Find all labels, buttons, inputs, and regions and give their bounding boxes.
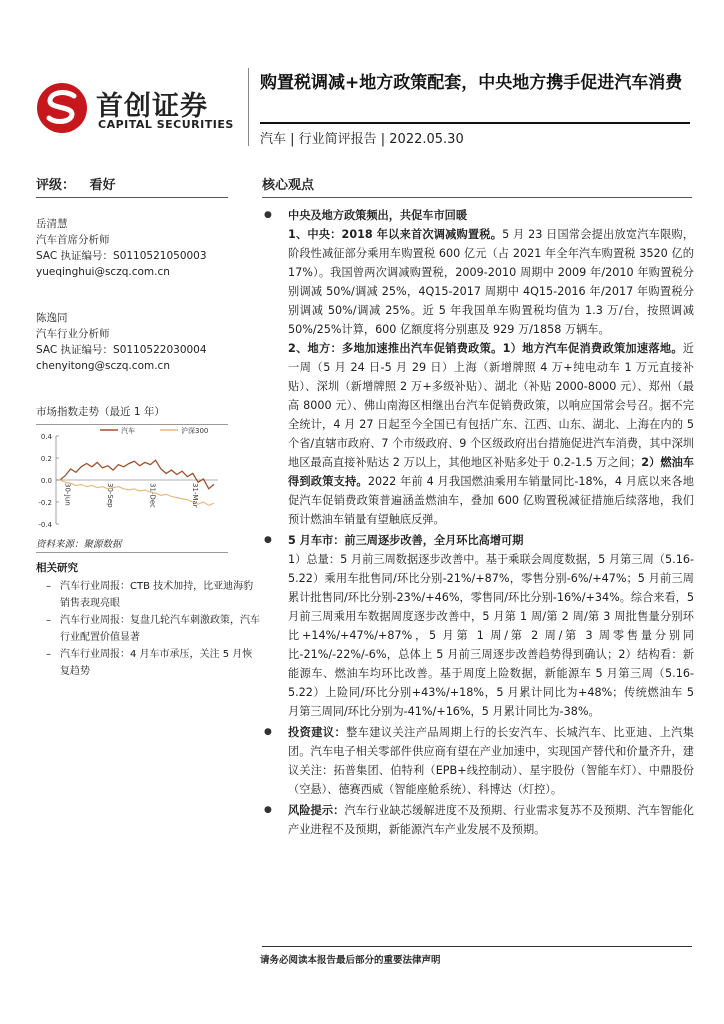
section-rule [262, 197, 692, 198]
para-label: 1、中央：2018 年以来首次调减购置税。 [288, 228, 503, 241]
page-title: 购置税调减+地方政策配套，中央地方携手促进汽车消费 [260, 73, 683, 93]
section-title: 核心观点 [262, 178, 315, 193]
analyst-email[interactable]: chenyitong@sczq.com.cn [36, 360, 170, 372]
rating-value: 看好 [89, 178, 116, 193]
para-text: 1）总量：5 月前三周数据逐步改善中。基于乘联会周度数据，5 月第三周（5.16-5.22）乘用车批售同/环比分别-21%/+87%，零售分别-6%/+47%；5 月前三周累计批售同/环比分别-23%/+46%，零售同/环比分别-16%/+34%。综合来看，5 月前三周乘用车数据周度逐步改善中，5 月第 1 周/第 2 周/第 3 周批售量分别环比+14%/+47%/+87%，5 月第 1 周/第 2 周/第 3 周零售量分别同比-21%/-22%/-6%，总体上 5 月前三周逐步改善趋势得到确认；2）结构看：新能源车、燃油车均环比改善。基于周度上险数据，新能源车 5 月第三周（5.16-5.22）上险同/环比分别+43%/+18%，5 月累计同比为+48%；传统燃油车 5 月第三周同/环比分别为-41%/+16%，5 月累计同比为-38%。 [288, 553, 694, 718]
x-tick-label: 30-Sep [105, 483, 114, 508]
rating [36, 174, 116, 193]
para-text: 2022 年前 4 月我国燃油乘用车销量同比-18%，4 月底以来各地促汽车促销费政策普遍涵盖燃油车，叠加 600 亿购置税减征措施后续落地，我们预计燃油车销量有望触底反弹。 [288, 475, 694, 526]
legend-label: 汽车 [121, 427, 135, 435]
analyst-role: 汽车首席分析师 [36, 234, 110, 246]
rating-label: 评级： [36, 178, 76, 193]
y-tick-label: 0.0 [40, 477, 52, 485]
analyst-name: 岳清慧 [36, 218, 68, 230]
para-label: 2、地方：多地加速推出汽车促销费政策。1）地方汽车促消费政策加速落地。 [288, 342, 683, 355]
analyst-name: 陈逸同 [36, 312, 68, 324]
analyst-cert: SAC 执证编号：S0110522030004 [36, 344, 207, 356]
y-tick-label: -0.2 [38, 499, 52, 507]
rating-rule [36, 197, 228, 198]
para-text: 5 月 23 日国常会提出放宽汽车限购，阶段性减征部分乘用车购置税 600 亿元（占 2021 年全年汽车购置税 3520 亿的 17%）。我国曾两次调减购置税，2009-2010 周期中 2009 年/2010 年购置税分别调减 50%/调减 25%，4Q15-2017 周期中 4Q15-2016 年/2017 年购置税分别调减 50%/调减 25%。近 5 年我国单车购置税均值为 1.3 万/台，按照调减 50%/25%计算，600 亿额度将分别惠及 929 万/1858 万辆车。 [288, 228, 694, 336]
capital-securities-logo-icon [36, 82, 88, 134]
chart-source: 资料来源：聚源数据 [36, 539, 122, 550]
analyst-email[interactable]: yueqinghui@sczq.com.cn [36, 266, 170, 278]
analyst-1 [36, 216, 207, 280]
footer-rule [262, 946, 692, 947]
x-tick-label: 31-Dec [148, 483, 157, 508]
para-label: 2）燃油车得到政策支持。 [288, 456, 694, 488]
core-views [264, 206, 694, 839]
header-divider [248, 68, 249, 146]
bullet-policy [264, 206, 694, 529]
related-list [46, 578, 260, 680]
para-text: 整车建议关注产品周期上行的长安汽车、长城汽车、比亚迪、上汽集团。汽车电子相关零部件供应商有望在产业加速中，实现国产替代和价量齐升，建议关注：拓普集团、伯特利（EPB+线控制动）、星宇股份（智能车灯）、中鼎股份（空悬）、德赛西威（智能座舱系统）、科博达（灯控）。 [288, 726, 694, 796]
x-tick-label: 30-Jun [63, 483, 72, 506]
legend-label: 沪深300 [181, 427, 209, 435]
para-label: 投资建议： [288, 726, 347, 739]
bullet-investment [264, 723, 694, 799]
analyst-2 [36, 310, 207, 374]
logo-text-en: CAPITAL SECURITIES [98, 118, 234, 131]
chart-title: 市场指数走势（最近 1 年） [36, 406, 165, 418]
para-label: 风险提示： [288, 804, 345, 817]
logo-text-cn: 首创证券 [96, 91, 208, 122]
para-text: 汽车行业缺芯缓解进度不及预期、行业需求复苏不及预期、汽车智能化产业进程不及预期，新能源汽车产业发展不及预期。 [288, 804, 694, 836]
title-rule [260, 122, 690, 124]
related-item[interactable]: – 汽车行业周报：CTB 技术加持，比亚迪海豹销售表现亮眼 [46, 578, 260, 612]
report-subtitle: 汽车 | 行业简评报告 | 2022.05.30 [260, 132, 464, 147]
para-text: 近一周（5 月 24 日-5 月 29 日）上海（新增牌照 4 万+纯电动车 1 万元直接补贴）、深圳（新增牌照 2 万+多级补贴）、湖北（补贴 2000-8000 元）、郑州（最高 8000 元）、佛山南海区相继出台汽车促销费政策，以响应国常会号召。据不完全统计，4 月 27 日起至今全国已有包括广东、江西、山东、湖北、上海在内的 5 个省/直辖市政府、7 个市级政府、9 个区级政府出台措施促进汽车消费，其中深圳地区最高直接补贴达 2 万以上，其他地区补贴多处于 0.2-1.5 万之间； [288, 342, 694, 469]
y-tick-label: 0.2 [40, 455, 52, 463]
source-rule [36, 552, 228, 553]
bullet-head: ● 中央及地方政策频出，共促车市回暖 [288, 209, 468, 222]
bullet-head: ● 5 月车市：前三周逐步改善，全月环比高增可期 [288, 534, 524, 547]
bullet-risk [264, 801, 694, 839]
x-tick-label: 31-Mar [190, 483, 199, 508]
analyst-role: 汽车行业分析师 [36, 328, 110, 340]
y-tick-label: 0.4 [40, 433, 52, 441]
related-item[interactable]: – 汽车行业周报：复盘几轮汽车刺激政策，汽车行业配置价值显著 [46, 612, 260, 646]
legal-notice: 请务必阅读本报告最后部分的重要法律声明 [260, 955, 441, 966]
related-title: 相关研究 [36, 562, 78, 574]
bullet-may-market [264, 531, 694, 721]
related-item[interactable]: – 汽车行业周报：4 月车市承压，关注 5 月恢复趋势 [46, 646, 260, 680]
market-index-chart [30, 424, 226, 530]
y-tick-label: -0.4 [38, 521, 52, 529]
analyst-cert: SAC 执证编号：S0110521050003 [36, 250, 207, 262]
